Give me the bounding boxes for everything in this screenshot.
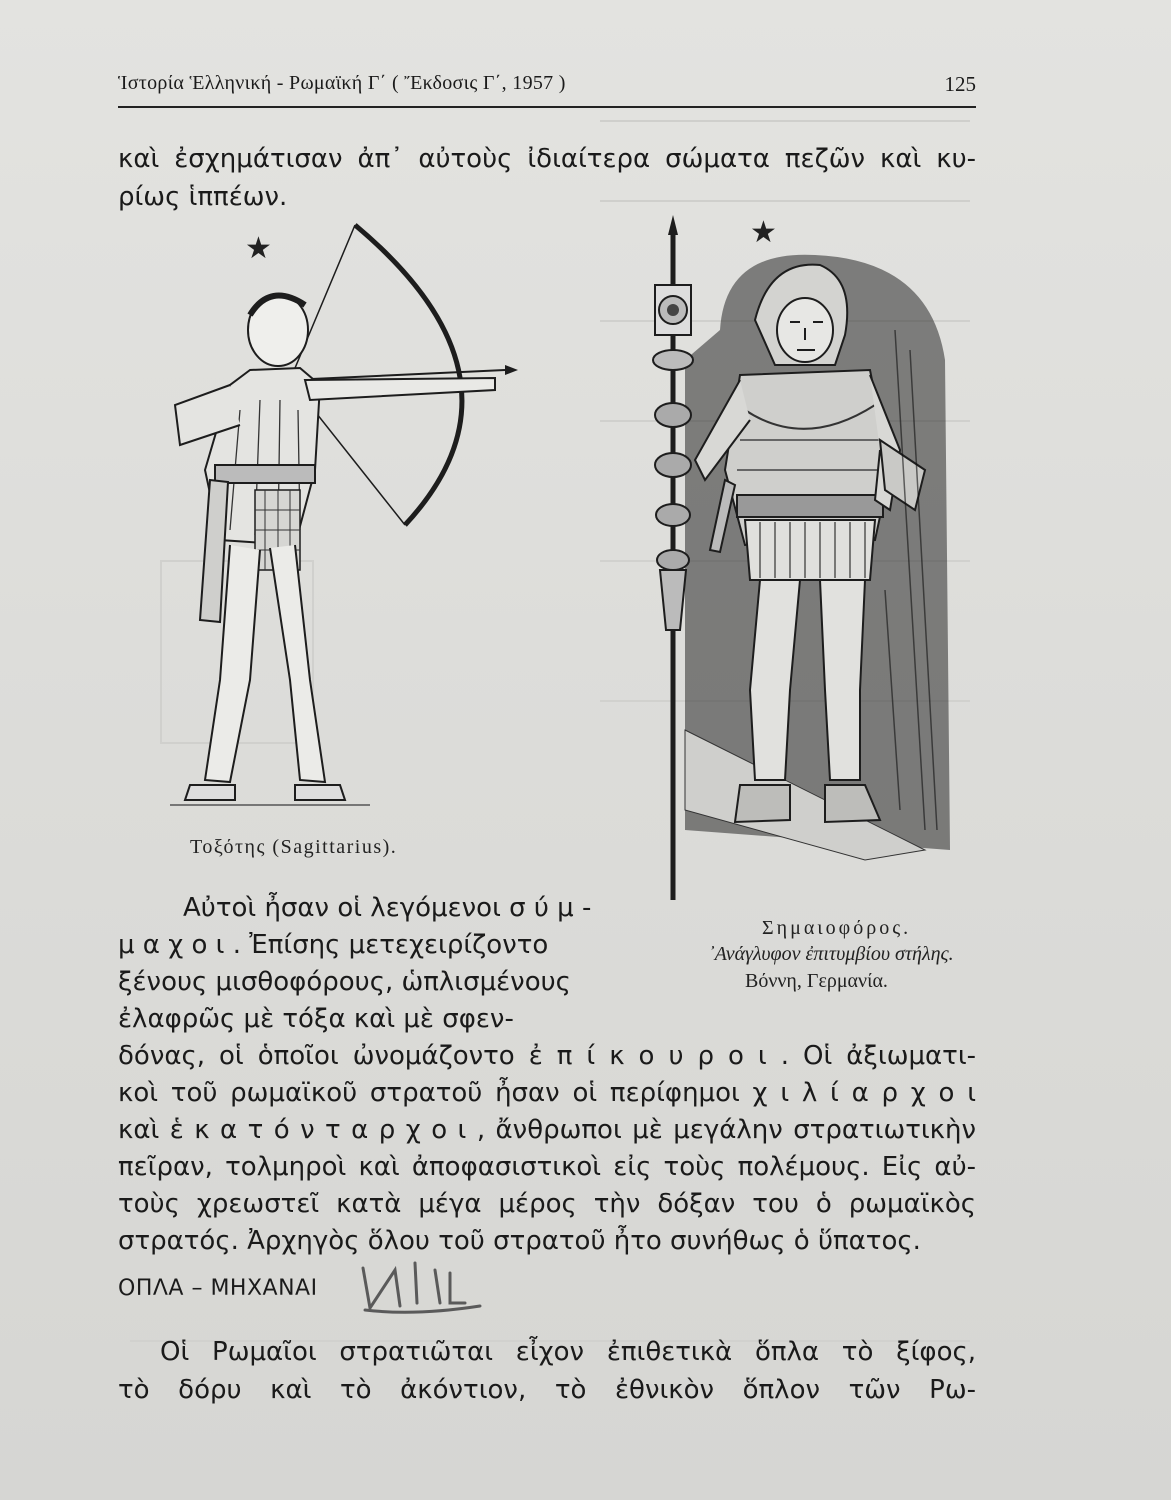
standard-bearer-caption-3: Βόννη, Γερμανία. (745, 970, 888, 992)
archer-caption: Τοξότης (Sagittarius). (190, 836, 398, 858)
standard-bearer-caption-2: ᾽Ανάγλυφον ἐπιτυμβίου στήλης. (708, 943, 954, 965)
para1-line-8: πεῖραν, τολμηροὶ καὶ ἀποφασιστικοὶ εἰς τοὺς πολέμους. Εἰς αὐ- (118, 1152, 976, 1182)
para2-line-1: Οἱ Ρωμαῖοι στρατιῶται εἶχον ἐπιθετικὰ ὅπλα τὸ ξίφος, (160, 1337, 976, 1367)
para1-line-7: καὶ ἑ κ α τ ό ν τ α ρ χ ο ι , ἄνθρωποι μὲ μεγάλην στρατιωτικὴν (118, 1115, 976, 1145)
para1-line-2: μ α χ ο ι . Ἐπίσης μετεχειρίζοντο (118, 930, 549, 960)
para1-line-4: ἐλαφρῶς μὲ τόξα καὶ μὲ σφεν- (118, 1004, 514, 1034)
para1-line-10: στρατός. Ἀρχηγὸς ὅλου τοῦ στρατοῦ ἦτο συνήθως ὁ ὕπατος. (118, 1226, 921, 1256)
standard-bearer-caption-1: Σημαιοφόρος. (762, 917, 912, 939)
star-icon: ★ (750, 215, 777, 250)
para2-line-2: τὸ δόρυ καὶ τὸ ἀκόντιον, τὸ ἐθνικὸν ὅπλον τῶν Ρω- (118, 1375, 976, 1405)
para1-line-5: δόνας, οἱ ὁποῖοι ὠνομάζοντο ἐ π ί κ ο υ ρ ο ι . Οἱ ἀξιωματι- (118, 1041, 976, 1071)
para1-line-1: Αὐτοὶ ἦσαν οἱ λεγόμενοι σ ύ μ - (183, 893, 592, 923)
intro-line-1: καὶ ἐσχημάτισαν ἀπ᾽ αὐτοὺς ἰδιαίτερα σώματα πεζῶν καὶ κυ- (118, 144, 976, 174)
intro-line-2: ρίως ἱππέων. (118, 182, 288, 212)
page-number: 125 (944, 72, 976, 96)
section-heading: ΟΠΛΑ – ΜΗΧΑΝΑΙ (118, 1276, 318, 1301)
para1-line-9: τοὺς χρεωστεῖ κατὰ μέγα μέρος τὴν δόξαν του ὁ ρωμαϊκὸς (118, 1189, 976, 1219)
star-icon: ★ (245, 231, 272, 266)
header-title: Ἱστορία Ἑλληνική - Ρωμαϊκή Γ΄ ( Ἔκδοσις Γ΄, 1957 ) (118, 72, 566, 94)
para1-line-3: ξένους μισθοφόρους, ὡπλισμένους (118, 967, 571, 997)
para1-line-6: κοὶ τοῦ ρωμαϊκοῦ στρατοῦ ἦσαν οἱ περίφημοι χ ι λ ί α ρ χ ο ι (118, 1078, 976, 1108)
